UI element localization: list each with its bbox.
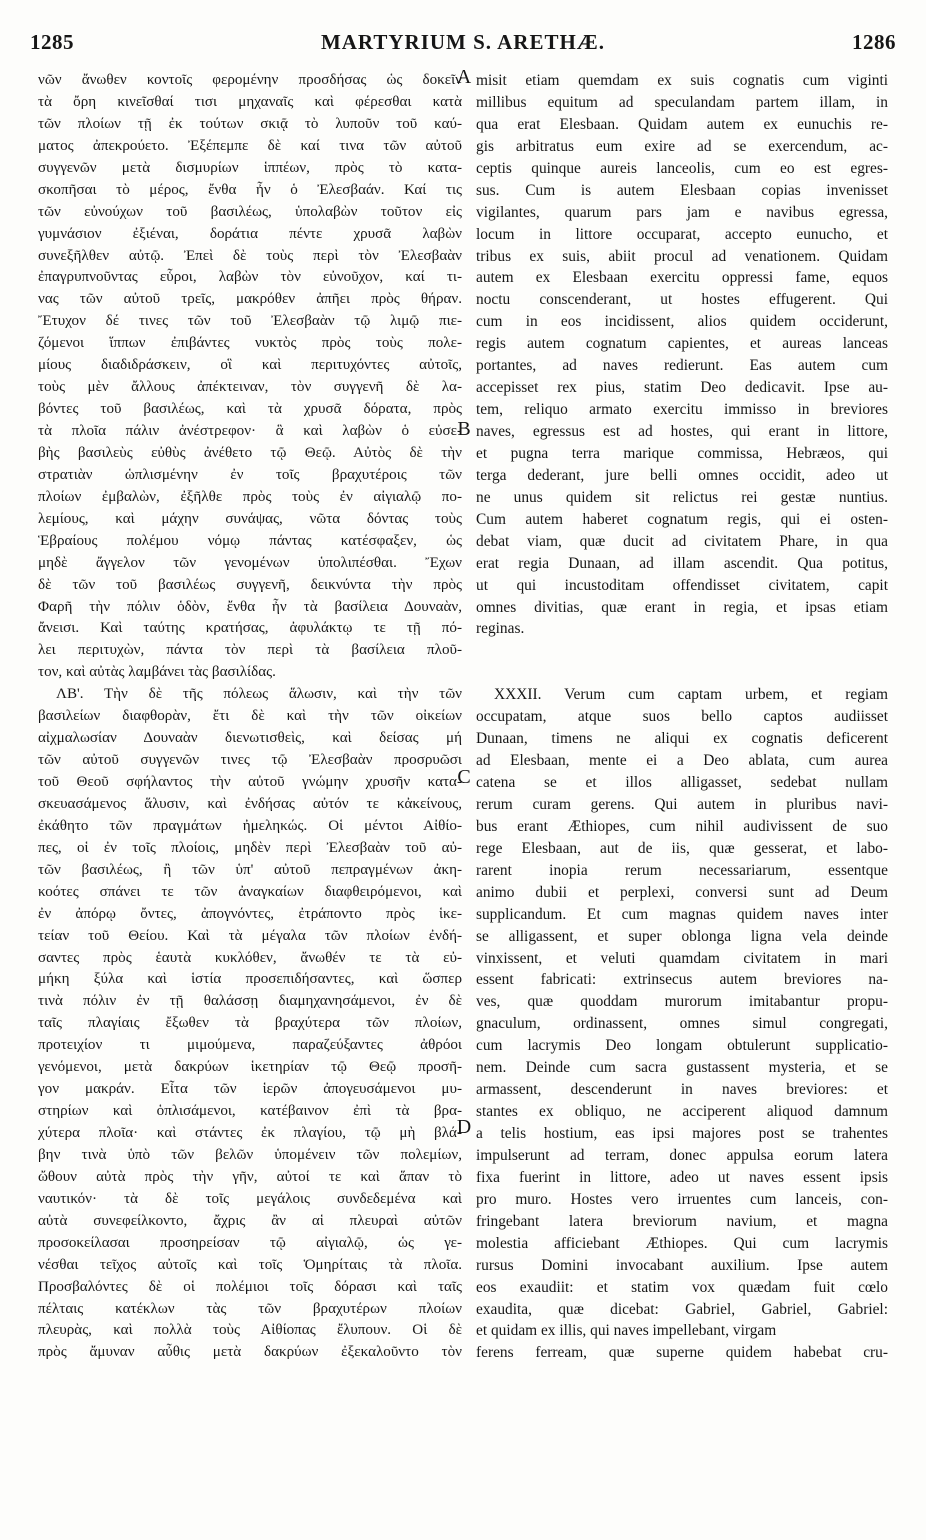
text-line: τείαν τοῦ Θείου. Καὶ τὰ μέγαλα τῶν πλοίων ἐνδή-: [38, 927, 462, 944]
text-line: ματος ἀπεκρούετο. Ἐξέπεμπε δὲ καί τινα τῶν αὐτοῦ: [38, 137, 462, 154]
text-line: ad Elesbaan, mente ei a Deo ablata, cum aurea: [476, 752, 888, 770]
text-line: naves, egressus est ad hostes, qui erant in littore,: [476, 423, 888, 440]
text-line: ἐκάθητο τῶν πραγμάτων ἠμεληκώς. Οἱ μέντοι Αἰθίο-: [38, 817, 462, 834]
text-line: ταῖς πλαγίαις ἔξωθεν τὰ βραχύτερα τῶν πλοίων,: [38, 1015, 462, 1032]
text-line: armassent, descenderunt in naves breviores: et: [476, 1081, 888, 1099]
text-line: molestia afficiebant Æthiopes. Qui cum lacrymis: [476, 1234, 888, 1252]
text-line: pro muro. Hostes vero irruentes cum lanceis, con-: [476, 1190, 888, 1208]
text-line: ζόμενοι ἵππων ἐπιβάντες νυκτὸς πρὸς τοὺς πολε-: [38, 335, 462, 352]
text-line: nem. Deinde cum sacra gustassent mysteria, et se: [476, 1059, 888, 1077]
text-line: λεμίους, καὶ μάχην συνάψας, νῶτα δόντας τοὺς: [38, 510, 462, 527]
text-line: se alligassent, et super oblonga ligna vela deinde: [476, 927, 888, 945]
text-line: autem ex Elesbaan exercitu oppressi fame, equos: [476, 269, 888, 287]
text-line: Dunaan, timens ne aliqui ex cognatis deficerent: [476, 730, 888, 748]
text-line: βην τινὰ ὑπὸ τῶν βελῶν ὑπομένειν τῶν πολεμίων,: [38, 1146, 462, 1163]
page-header: [30, 30, 896, 60]
text-line: impulserunt ad terram, donec appulsa eorum latera: [476, 1146, 888, 1164]
text-line: ἐν ἀπόρῳ ὄντες, ἀπογνόντες, ἐτράποντο πρὸς ἱκε-: [38, 905, 462, 922]
text-line: κοότες σπάνει τε τῶν ἀναγκαίων διαφθειρόμενοι, καὶ: [38, 883, 462, 900]
text-line: catena se et illos alligasset, sedebat nullam: [476, 774, 888, 792]
text-line: qua erat Elesbaan. Quidam autem ex eunuchis re-: [476, 115, 888, 133]
text-line: debat viam, quæ ducit ad civitatem Phare, in qua: [476, 532, 888, 550]
text-line: misit etiam quemdam ex suis cognatis cum viginti: [476, 72, 888, 89]
text-line: regis autem cognatum capientes, et aureas lanceas: [476, 335, 888, 353]
text-line: νέσθαι τεῖχος αὐτοῖς καὶ τοῖς Ὁμηρίταις τὰ πλοῖα.: [38, 1256, 462, 1273]
text-line: πες, οἱ ἐν τοῖς πλοίοις, μηδὲν περὶ Ἐλεσβαὰν τοῦ αὐ-: [38, 839, 462, 856]
running-title: MARTYRIUM S. ARETHÆ.: [320, 30, 606, 54]
text-line: Ἑβραίους πολέμου νόμῳ πάντας κατέσφαξεν, ὡς: [38, 532, 462, 549]
text-line: cum in eos incidissent, alios quidem occiderunt,: [476, 313, 888, 331]
text-line: σκοπῆσαι τὸ μέρος, ἔνθα ἦν ὁ Ἐλεσβαάν. Καί τις: [38, 181, 462, 198]
text-line: μίους διαδιδράσκειν, οἳ καὶ περιτυχόντες αὐτοῖς,: [38, 357, 462, 374]
text-line: τὰ ὄρη κινεῖσθαί τισι μηχαναῖς καὶ φέρεσθαι κατὰ: [38, 93, 462, 110]
text-line: XXXII. Verum cum captam urbem, et regiam: [494, 686, 888, 704]
text-line: ferens ferream, quæ superne quidem habebat cru-: [476, 1344, 888, 1362]
text-line: γυμνάσιον ἐξιέναι, δοράτια πέντε χρυσᾶ λαβὼν: [38, 225, 462, 242]
text-line: ut qui incustoditam offendisset civitatem, capit: [476, 576, 888, 594]
text-line: ΛΒ'. Τὴν δὲ τῆς πόλεως ἅλωσιν, καὶ τὴν τῶν: [56, 686, 462, 703]
text-line: γενόμενοι, μετὰ δακρύων ἱκετηρίαν τῷ Θεῷ προσῆ-: [38, 1059, 462, 1076]
text-line: ἐπαγρυπνοῦντας εὗροι, λαβὼν τὸν εὐνοῦχον, καί τι-: [38, 269, 462, 286]
text-line: supplicandum. Et cum magnas quidem naves inter: [476, 905, 888, 923]
text-line: αὐτὰ συνεφείλκοντο, ἄχρις ἂν αἱ πλευραὶ αὐτῶν: [38, 1212, 462, 1229]
latin-text-column: [476, 70, 888, 1364]
text-line: et pugna terra marique commissa, Hebræos, qui: [476, 444, 888, 462]
text-line: Ἔτυχον δέ τινες τῶν τοῦ Ἐλεσβαὰν τῷ λιμῷ πιε-: [38, 313, 462, 330]
text-line: προτειχίον τι μιμούμενα, παραζεύξαντες ἀθρόοι: [38, 1037, 462, 1054]
text-line: essent fabricati: extrinsecus autem breviores na-: [476, 971, 888, 989]
text-line: rursus Domini invocabant auxilium. Ipse autem: [476, 1256, 888, 1274]
text-line: exaudita, quæ dicebat: Gabriel, Gabriel, Gabriel:: [476, 1300, 888, 1318]
text-line: πέλταις κατέκλων τὰς τῶν βραχυτέρων πλοίων: [38, 1300, 462, 1317]
text-line: τῶν βασιλέως, ἢ τῶν ὑπ' αὐτοῦ πεπραγμένων ἀκη-: [38, 861, 462, 878]
greek-text-column: [38, 70, 462, 1364]
text-line: ναυτικόν· τὰ δὲ τοῖς μεγάλοις συνδεδεμένα καὶ: [38, 1190, 462, 1207]
text-line: vigilantes, quarum pars jam e navibus egressa,: [476, 203, 888, 221]
section-marker-c: C: [457, 766, 471, 788]
text-line: rege Elesbaan, aut de iis, quæ gesserat, et labo-: [476, 839, 888, 857]
text-line: συνεξῆλθεν αὐτῷ. Ἐπεὶ δὲ τοὺς περὶ τὸν Ἐλεσβαὰν: [38, 247, 462, 264]
text-line: τινὰ πόλιν ἐν τῇ θαλάσσῃ διαμηχανησάμενοι, ἐν δὲ: [38, 993, 462, 1010]
text-line: αἰχμαλωσίαν Δουναὰν διενωτισθεὶς, καὶ δείσας μή: [38, 730, 462, 747]
section-marker-d: D: [456, 1116, 472, 1138]
text-line: βὴς βασιλεὺς εὐθὺς ἀνέθετο τῷ Θεῷ. Αὐτὸς δὲ τὴν: [38, 444, 462, 461]
text-line: fixa fuerint in littore, adeo ut naves essent ipsis: [476, 1168, 888, 1186]
text-line: τοῦ Θεοῦ σφήλαντος τὴν αὐτοῦ γνώμην χρυσῆν κατα-: [38, 774, 462, 790]
text-line: ἄνεισι. Καὶ ταύτης κρατήσας, ἀφυλάκτῳ τε τῇ πό-: [38, 620, 462, 637]
text-line: πλοίων ἐμβαλὼν, ἐξῆλθε πρὸς τοὺς ἐν αἰγιαλῷ πο-: [38, 488, 462, 505]
text-line: locum in littore occuparat, accepto eunucho, et: [476, 225, 888, 243]
text-line: τῶν εὐνούχων τοῦ βασιλέως, ὑπολαβὼν τοῦτον εἰς: [38, 203, 462, 220]
text-line: νῶν ἄνωθεν κοντοῖς φερομένην προσδήσας ὡς δοκεῖν: [38, 72, 462, 88]
text-line: ὤθουν αὐτὰ πρὸς τὴν γῆν, αὐτοί τε καὶ ἅπαν τὸ: [38, 1168, 462, 1185]
text-line: terga dederant, jure belli omnes occidit, adeo ut: [476, 466, 888, 484]
text-line: βόντες τοῦ βασιλέως, καὶ τὰ χρυσᾶ δόρατα, πρὸς: [38, 401, 462, 418]
text-line: Φαρῆ τὴν πόλιν ὁδὸν, ἔνθα ἦν τὰ βασίλεια Δουναὰν,: [38, 598, 462, 615]
text-line: χύτερα πλοῖα· καὶ στάντες ἐκ πλαγίου, τῷ μὴ βλά-: [38, 1125, 462, 1141]
text-line: βασιλείων διαφθορὰν, ἔτι δὲ καὶ τὴν τῶν οἰκείων: [38, 708, 462, 725]
text-line: tem, reliquo armato exercitu immisso in breviores: [476, 401, 888, 419]
text-line: a telis hostium, eas ipsi majores post se trahentes: [476, 1125, 888, 1143]
left-page-number: 1285: [30, 30, 74, 54]
text-line: portantes, ad naves redierunt. Eas autem cum: [476, 357, 888, 375]
text-line: animo dubii et perplexi, conversi sunt ad Deum: [476, 883, 888, 901]
text-line: πρὸς ἄμυναν αὖθις μετὰ δακρύων ἐξεκαλοῦντο τὸν: [38, 1344, 462, 1361]
text-line: gnaculum, ordinassent, omnes simul congregati,: [476, 1015, 888, 1033]
text-line: reginas.: [476, 620, 525, 638]
text-line: gis arbitratus eum exire ad se exercendum, ac-: [476, 137, 888, 155]
text-line: προσοκείλασαι προσηρείσαν τῷ αἰγιαλῷ, ὡς γε-: [38, 1234, 462, 1251]
text-line: σκευασάμενος ἅλυσιν, καὶ ἐνδήσας αὐτόν τε κἀκείνους,: [38, 795, 462, 812]
text-line: bus erant Æthiopes, cum nihil audivissent de suo: [476, 817, 888, 835]
text-line: νας τῶν αὐτοῦ τρεῖς, μακρόθεν ἀπῆει πρὸς θήραν.: [38, 291, 462, 308]
text-line: cum lacrymis Deo longam obtulerunt supplicatio-: [476, 1037, 888, 1055]
text-line: occupatam, atque suos bello captos audiisset: [476, 708, 888, 726]
text-line: τὰ πλοῖα πάλιν ἀνέστρεφον· ἃ καὶ λαβὼν ὁ εὐσε-: [38, 423, 462, 439]
text-line: Προσβαλόντες δὲ οἱ πολέμιοι τοῖς δόρασι καὶ ταῖς: [38, 1278, 462, 1295]
text-line: accepisset rex pius, statim Deo dedicavit. Ipse au-: [476, 379, 888, 397]
text-line: συγγενῶν μετὰ δισμυρίων ἱππέων, πρὸς τὸ κατα-: [38, 159, 462, 176]
text-line: στηρίων καὶ ὁπλισάμενοι, κατέβαινον ἐπὶ τὰ βρα-: [38, 1103, 462, 1120]
text-line: τοὺς μὲν ἄλλους ἀπέκτειναν, τὸν συγγενῆ δὲ λα-: [38, 379, 462, 396]
text-line: μηδὲ ἄγγελον τῶν γενομένων ὑπολιπέσθαι. Ἔχων: [38, 554, 462, 571]
text-line: ne unus quidem sit relictus rei gestæ nuntius.: [476, 488, 888, 506]
text-line: stantes ex obliquo, ne acciperent aliquod damnum: [476, 1103, 888, 1121]
text-line: μήκη ξύλα καὶ ἱστία προσεπιδήσαντες, καὶ ὥσπερ: [38, 971, 462, 988]
text-line: πλευρὰς, καὶ πολλὰ τοὺς Αἰθίοπας ἔλυπουν. Οἱ δὲ: [38, 1322, 462, 1339]
text-line: rarent inopia rerum necessariarum, essentque: [476, 861, 888, 879]
text-line: σαντες πρὸς ἑαυτὰ κυκλόθεν, ἄνωθέν τε τὰ εὐ-: [38, 949, 462, 966]
text-line: vinxissent, et veluti quamdam civitatem in mari: [476, 949, 888, 967]
text-line: ceptis quinque aureis lanceolis, cum eo est egres-: [476, 159, 888, 177]
text-line: millibus equitum ad speculandam partem illam, in: [476, 93, 888, 111]
right-page-number: 1286: [852, 30, 896, 54]
text-line: noctu conscenderant, ut hostes effugerent. Qui: [476, 291, 888, 309]
text-line: sus. Cum is autem Elesbaan copias invenisset: [476, 181, 888, 199]
text-line: δὲ τῶν τοῦ βασιλέως συγγενῆ, δεικνύντα τὴν πρὸς: [38, 576, 462, 593]
text-line: et quidam ex illis, qui naves impellebant, virgam: [476, 1322, 777, 1340]
text-line: τῶν πλοίων τῇ ἐκ τούτων σκιᾷ τὸ λυποῦν τοῦ καύ-: [38, 115, 462, 132]
section-marker-a: A: [456, 66, 472, 88]
text-line: [476, 640, 888, 684]
text-line: τῶν αὐτοῦ συγγενῶν τινες τῷ Ἐλεσβαὰν προσρυῶσι: [38, 752, 462, 769]
text-line: tribus ex suis, abiit procul ad venationem. Quidam: [476, 247, 888, 265]
section-marker-b: B: [457, 418, 471, 440]
text-line: Cum autem haberet cognatum regis, qui ei osten-: [476, 510, 888, 528]
text-line: eos exaudiit: et statim vox quædam fuit cœlo: [476, 1278, 888, 1296]
text-line: τον, καὶ αὐτὰς λαμβάνει τὰς βασιλίδας.: [38, 664, 276, 681]
text-line: fringebant latera breviorum navium, et magna: [476, 1212, 888, 1230]
text-line: erat regia Dunaan, ad illam ascendit. Qua potitus,: [476, 554, 888, 572]
text-line: rerum curam gerens. Qui autem in pluribus navi-: [476, 795, 888, 813]
text-line: λει περιτυχὼν, πάντα τὸν περὶ τὰ βασίλεια πλοῦ-: [38, 642, 462, 659]
text-line: στρατιὰν ὡπλισμένην ἐν τοῖς βραχυτέροις τῶν: [38, 466, 462, 483]
text-line: γον μακράν. Εἶτα τῶν ἱερῶν ἀπογευσάμενοι μυ-: [38, 1081, 462, 1098]
text-line: omnes divitias, quæ erant in regia, et ipsas etiam: [476, 598, 888, 616]
text-line: ves, quæ quoddam murorum imitabantur propu-: [476, 993, 888, 1011]
